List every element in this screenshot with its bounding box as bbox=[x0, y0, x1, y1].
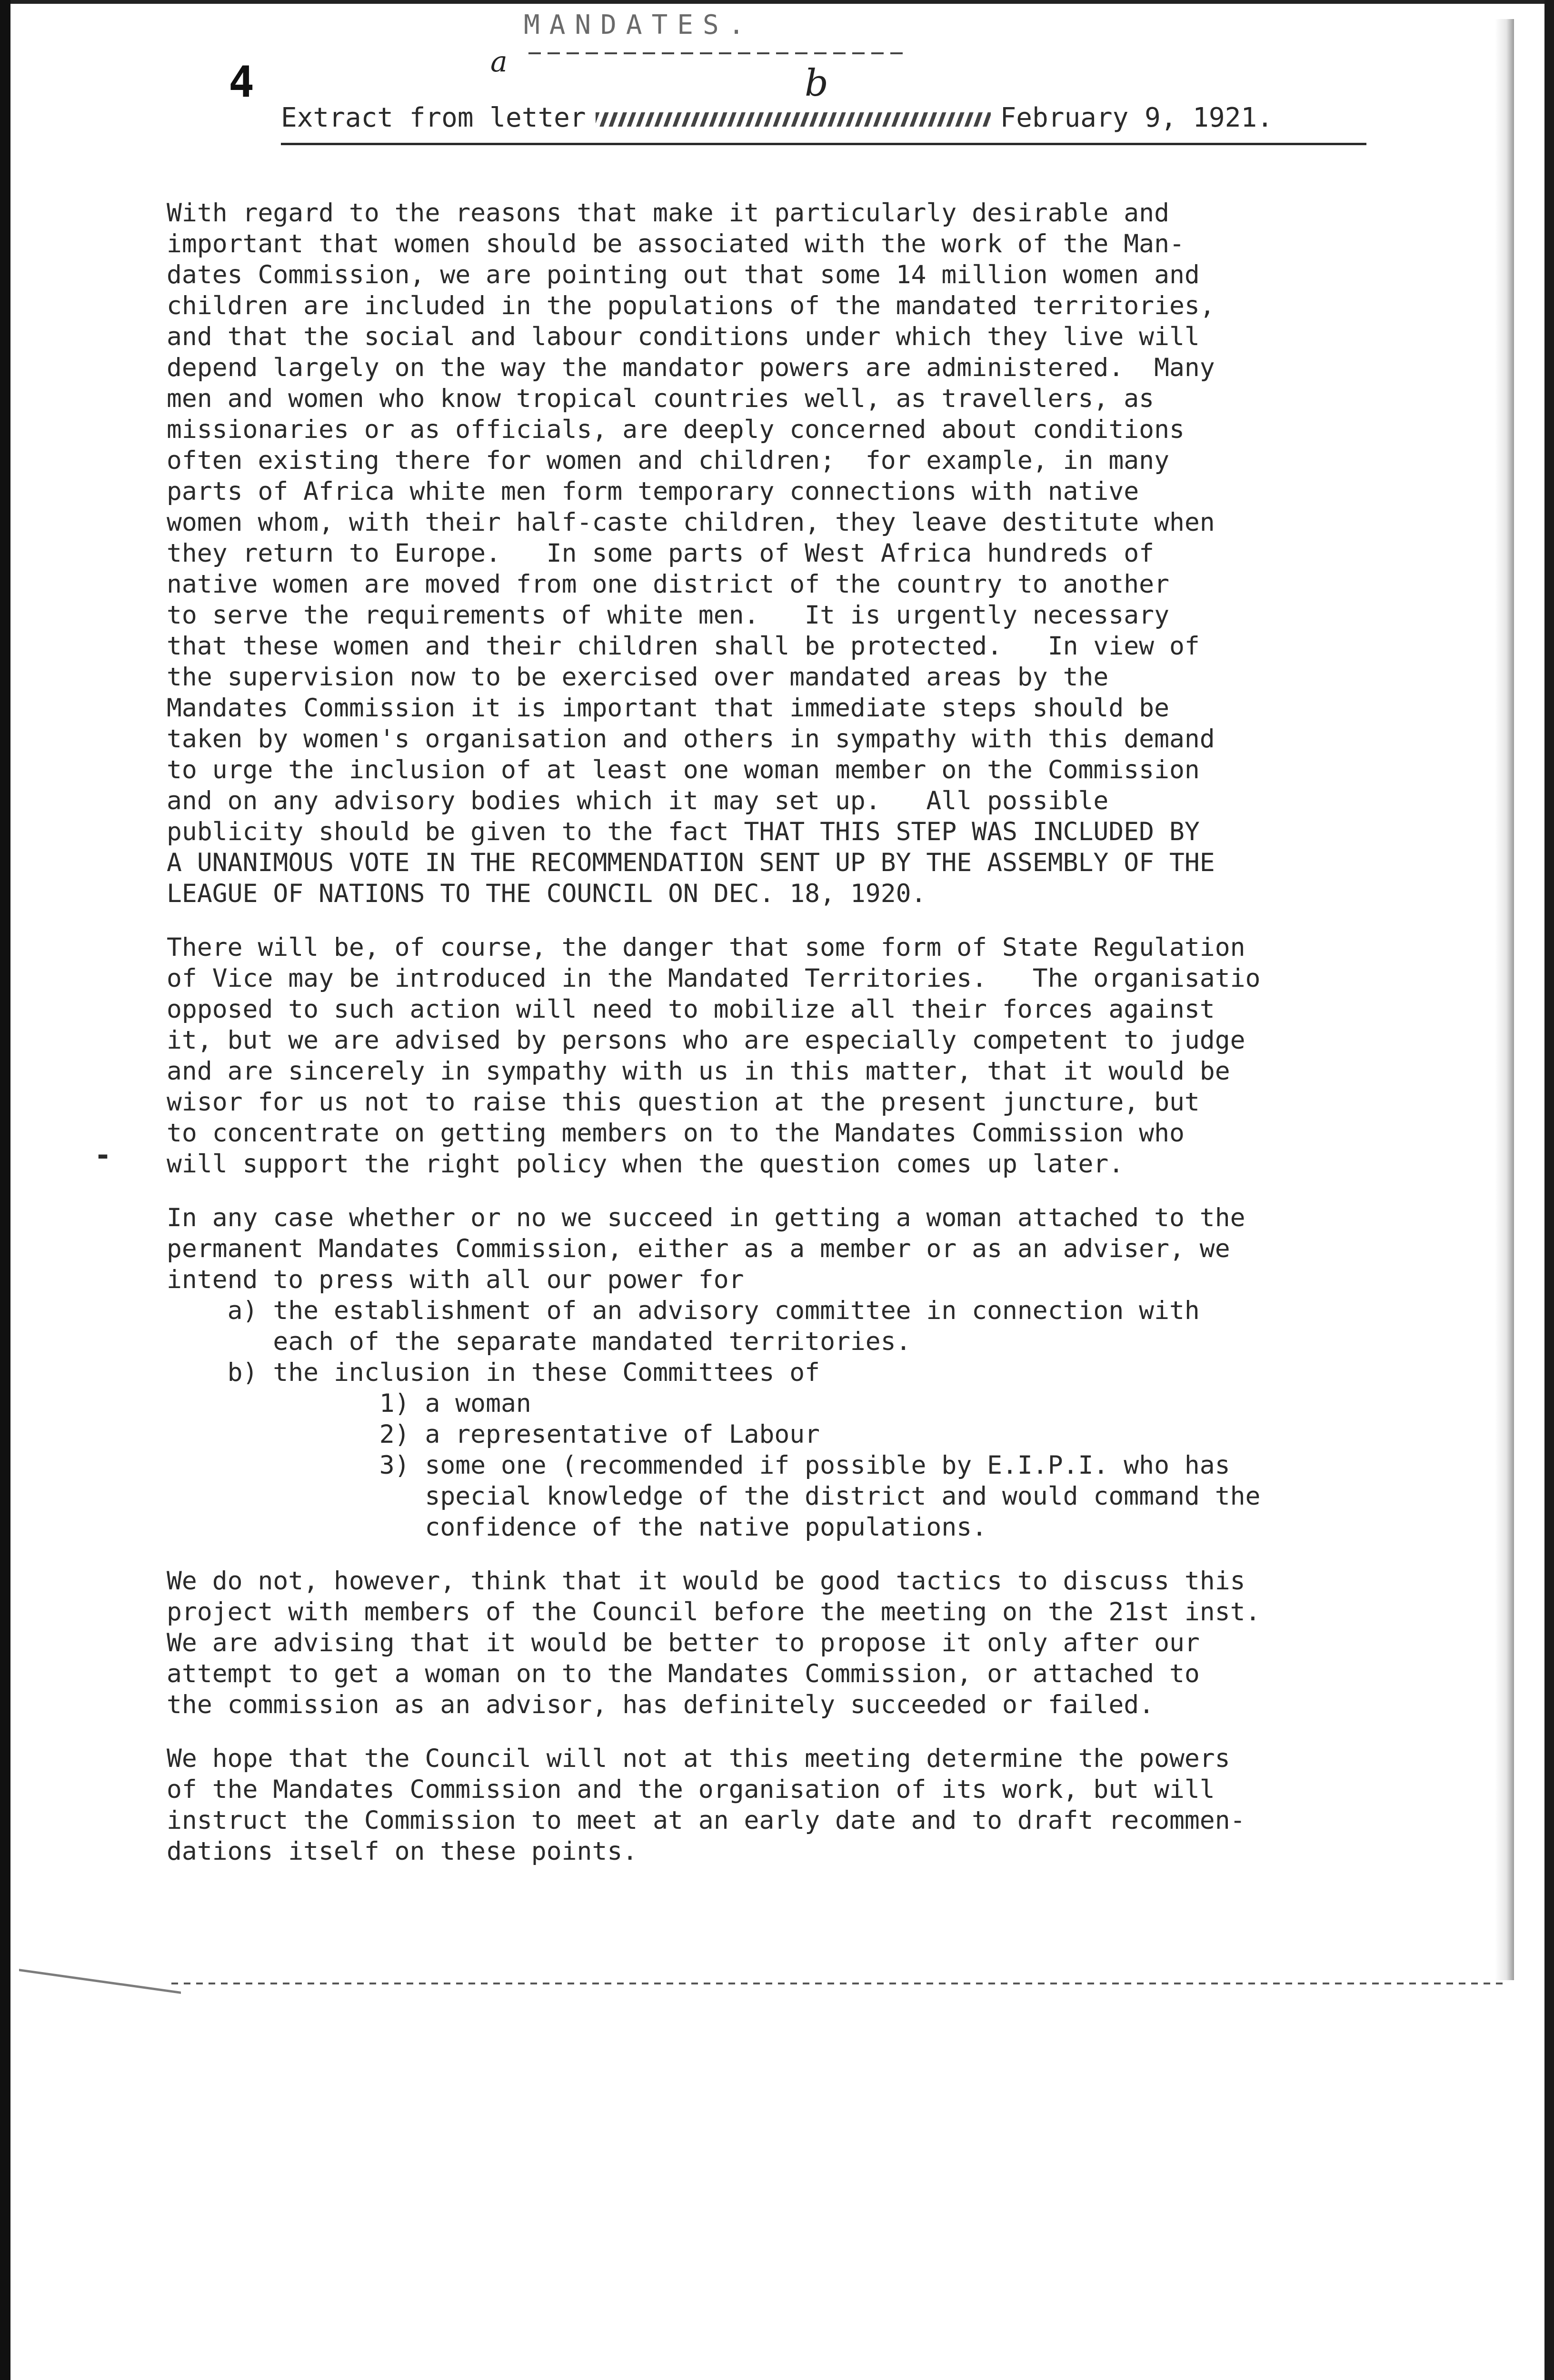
scan-edge-right bbox=[1544, 0, 1554, 2380]
paragraph-tactics: We do not, however, think that it would be good tactics to discuss this project with members of the Council before the meeting on the 21st inst. We are advising that it would be better to propose it only after our attempt to get a woman on to the Mandates Commission, or attached to the commission as an advisor, has definitely succeeded or failed. bbox=[167, 1567, 1261, 1719]
paper-bottom-edge bbox=[171, 1983, 1504, 1984]
scan-edge-left bbox=[0, 0, 10, 2380]
extract-date: February 9, 1921. bbox=[1000, 102, 1273, 133]
handwritten-annotation-a: a bbox=[490, 45, 508, 79]
torn-edge bbox=[19, 1931, 181, 1994]
scan-edge-top bbox=[0, 0, 1554, 4]
struck-out-text bbox=[596, 112, 991, 127]
letter-body bbox=[167, 198, 1443, 1867]
extract-prefix: Extract from letter bbox=[281, 102, 586, 133]
paragraph-advisory-committees: In any case whether or no we succeed in getting a woman attached to the permanent Mandates Commission, either as a member or as an adviser, we intend to press with all our power for a) the establishment of an advisory committee in connection with each of the separate mandated territories. b) the inclusion in these Committees of 1) a woman 2) a representative of Labour 3) some one (recommended if possible by E.I.P.I. who has special knowledge of the district and would command the confidence of the native populations. bbox=[167, 1203, 1261, 1542]
extract-underline bbox=[281, 143, 1366, 145]
paper-edge-shadow bbox=[1495, 19, 1514, 1980]
extract-line bbox=[281, 102, 1376, 133]
paragraph-state-regulation: There will be, of course, the danger that some form of State Regulation of Vice may be introduced in the Mandated Territories. The organisatio opposed to such action will need to mobilize all their forces against it, but we are advised by persons who are especially competent to judge and are sincerely in sympathy with us in this matter, that it would be wisor for us not to raise this question at the present juncture, but to concentrate on getting members on to the Mandates Commission who will support the right policy when the question comes up later. bbox=[167, 933, 1261, 1179]
document-heading: MANDATES. bbox=[524, 10, 754, 40]
handwritten-annotation-b: b bbox=[805, 62, 828, 105]
handwritten-margin-mark: 4 bbox=[229, 57, 255, 107]
margin-dash-mark: - bbox=[94, 1139, 112, 1172]
paragraph-council-hope: We hope that the Council will not at this meeting determine the powers of the Mandates Commission and the organisation of its work, but will instruct the Commission to meet at an early date and to draft recommen- dations itself on these points. bbox=[167, 1744, 1245, 1866]
paragraph-women-commission: With regard to the reasons that make it particularly desirable and important that women should be associated with the work of the Man- dates Commission, we are pointing out that some 14 million women and children are included in the populations of the mandated territories, and that the social and labour conditions under which they live will depend largely on the way the mandator powers are administered. Many men and women who know tropical countries well, as travellers, as missionaries or as officials, are deeply concerned about conditions often existing there for women and children; for example, in many parts of Africa white men form temporary connections with native women whom, with their half-caste children, they leave destitute when they return to Europe. In some parts of West Africa hundreds of native women are moved from one district of the country to another to serve the requirements of white men. It is urgently necessary that these women and their children shall be protected. In view of the supervision now to be exercised over mandated areas by the Mandates Commission it is important that immediate steps should be taken by women's organisation and others in sympathy with this demand to urge the inclusion of at least one woman member on the Commission and on any advisory bodies which it may set up. All possible publicity should be given to the fact THAT THIS STEP WAS INCLUDED BY A UNANIMOUS VOTE IN THE RECOMMENDATION SENT UP BY THE ASSEMBLY OF THE LEAGUE OF NATIONS TO THE COUNCIL ON DEC. 18, 1920. bbox=[167, 198, 1215, 908]
heading-underline bbox=[528, 52, 909, 54]
